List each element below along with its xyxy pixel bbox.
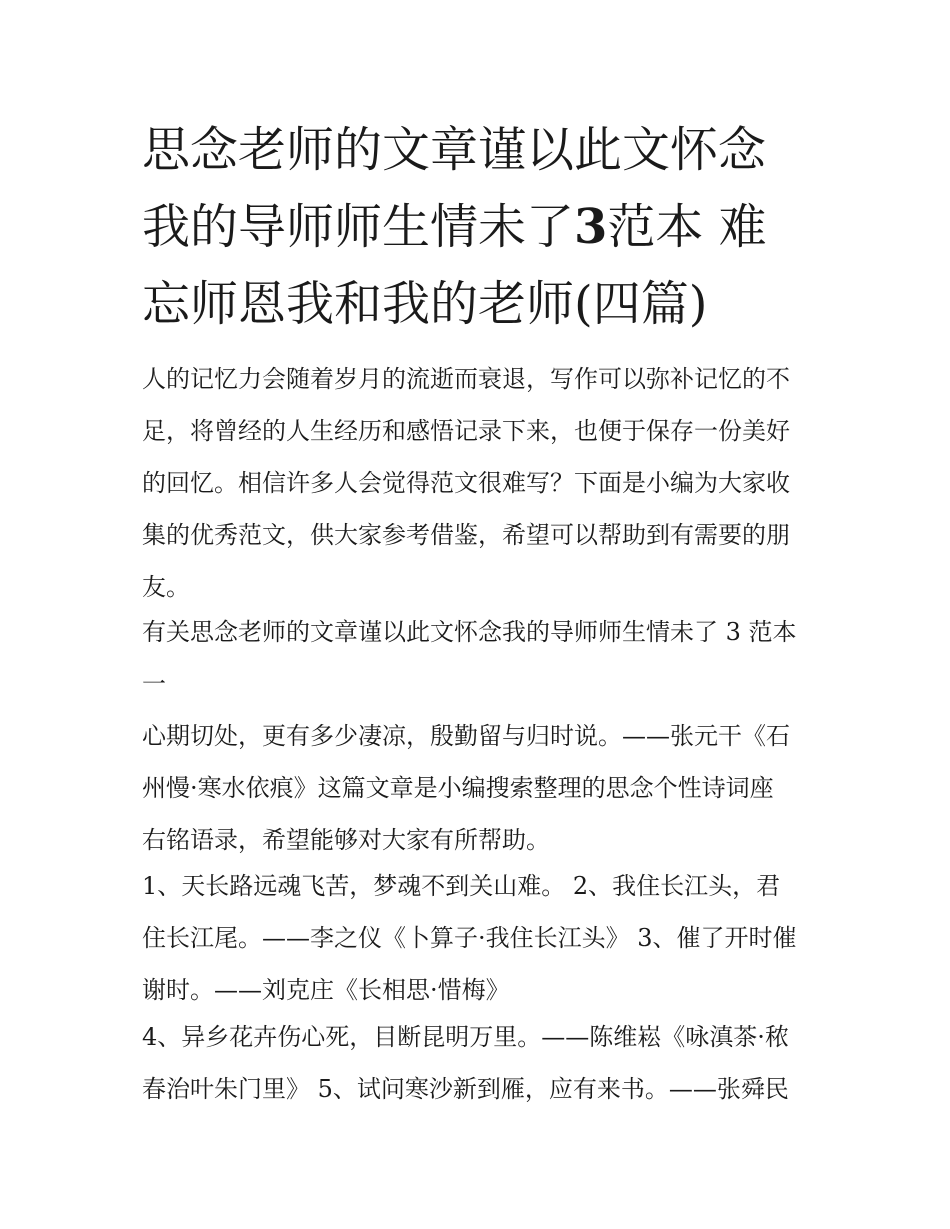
poem-list-paragraph xyxy=(142,860,822,1016)
text-line: 友。 xyxy=(142,573,190,601)
title-text: 忘师恩我和我的老师(四篇) xyxy=(142,276,708,332)
title-number: 3 xyxy=(574,199,608,255)
text-line: 集的优秀范文，供大家参考借鉴，希望可以帮助到有需要的朋 xyxy=(142,521,790,549)
text-line: 有关思念老师的文章谨以此文怀念我的导师师生情未了 3 范本 xyxy=(142,618,797,646)
text-line: 住长江尾。——李之仪《卜算子·我住长江头》 3、催了开时催 xyxy=(142,924,797,952)
text-line: 一 xyxy=(142,670,166,698)
text-line: 4、异乡花卉伤心死，目断昆明万里。——陈维崧《咏滇茶·秾 xyxy=(142,1023,789,1051)
text-line: 心期切处，更有多少凄凉，殷勤留与归时说。——张元干《石 xyxy=(142,722,790,750)
section-heading xyxy=(142,606,822,710)
intro-paragraph xyxy=(142,353,822,613)
text-line: 春治叶朱门里》 5、试问寒沙新到雁，应有来书。——张舜民 xyxy=(142,1075,789,1103)
text-line: 人的记忆力会随着岁月的流逝而衰退，写作可以弥补记忆的不 xyxy=(142,365,790,393)
document-title xyxy=(142,112,822,343)
quote-paragraph xyxy=(142,710,822,866)
text-line: 足，将曾经的人生经历和感悟记录下来，也便于保存一份美好 xyxy=(142,417,790,445)
text-line: 的回忆。相信许多人会觉得范文很难写？下面是小编为大家收 xyxy=(142,469,790,497)
title-line xyxy=(142,112,822,189)
title-text: 范本 难 xyxy=(607,199,767,255)
title-line xyxy=(142,266,822,343)
text-line: 州慢·寒水依痕》这篇文章是小编搜索整理的思念个性诗词座 xyxy=(142,774,774,802)
text-line: 谢时。——刘克庄《长相思·惜梅》 xyxy=(142,976,510,1004)
title-text: 思念老师的文章谨以此文怀念 xyxy=(142,122,767,178)
poem-list-paragraph xyxy=(142,1011,822,1115)
text-line: 1、天长路远魂飞苦，梦魂不到关山难。 2、我住长江头，君 xyxy=(142,872,781,900)
title-text: 我的导师师生情未了 xyxy=(142,199,575,255)
text-line: 右铭语录，希望能够对大家有所帮助。 xyxy=(142,826,550,854)
title-line xyxy=(142,189,822,266)
